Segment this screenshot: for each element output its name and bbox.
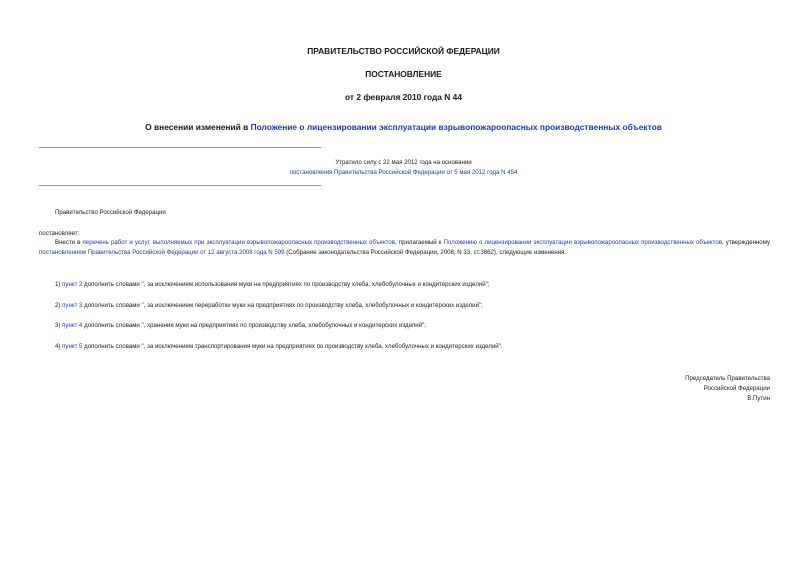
signature-position: Председатель Правительства [685, 375, 770, 382]
resolution-599-link[interactable]: постановлением Правительства Российской Федерации от 12 августа 2008 года N 599 [39, 248, 285, 256]
item-number: 2) [55, 302, 63, 309]
amendment-item [55, 321, 426, 331]
status-divider-bottom [39, 185, 321, 186]
status-divider-top [39, 147, 321, 148]
item-clause-link[interactable]: пункт 3 [62, 302, 83, 309]
repeal-resolution-link[interactable]: постановления Правительства Российской Федерации от 5 мая 2012 года N 454 [289, 168, 518, 176]
status-note-text: Утратило силу с 22 мая 2012 года на основании [335, 159, 472, 166]
title-prefix: О внесении изменений в [145, 122, 251, 132]
item-text: дополнить словами ", хранения муки на предприятиях по производству хлеба, хлебобулочных и кондитерских изделий"; [82, 322, 426, 329]
works-list-link[interactable]: перечень работ и услуг, выполняемых при эксплуатации взрывопожароопасных производственных объектов [82, 239, 395, 246]
intro-text-2: , прилагаемый к [395, 239, 444, 246]
government-heading: ПРАВИТЕЛЬСТВО РОССИЙСКОЙ ФЕДЕРАЦИИ [307, 46, 500, 56]
amendment-item [55, 280, 489, 290]
intro-paragraph [39, 238, 770, 257]
item-clause-link[interactable]: пункт 5 [62, 343, 83, 350]
signature-block [685, 374, 770, 404]
item-text: дополнить словами ", за исключением транспортирования муки на предприятиях по производству хлеба, хлебобулочных и кондитерских изделий". [82, 343, 503, 350]
item-clause-link[interactable]: пункт 4 [62, 322, 83, 329]
amendment-item [55, 342, 503, 352]
signature-name: В.Путин [747, 395, 770, 402]
item-number: 1) [55, 281, 63, 288]
item-clause-link[interactable]: пункт 2 [62, 281, 83, 288]
regulation-link[interactable]: Положению о лицензировании эксплуатации взрывопожароопасных производственных объектов [443, 239, 722, 246]
intro-text-3: , утвержденному [721, 239, 771, 246]
item-number: 4) [55, 343, 63, 350]
item-number: 3) [55, 322, 63, 329]
intro-text-1: Внести в [55, 239, 83, 246]
subject-text: Правительство Российской Федерации [55, 209, 166, 216]
document-date-number: от 2 февраля 2010 года N 44 [345, 92, 462, 102]
document-type: ПОСТАНОВЛЕНИЕ [365, 69, 442, 79]
title-regulation-link[interactable]: Положение о лицензировании эксплуатации взрывопожароопасных производственных объектов [250, 122, 662, 132]
item-text: дополнить словами ", за исключением переработки муки на предприятиях по производству хлеба, хлебобулочных и кондитерских изделий"; [82, 302, 483, 309]
intro-text-4: (Собрание законодательства Российской Федерации, 2008, N 33, ст.3862), следующие изменения: [284, 248, 567, 256]
document-title [0, 122, 807, 132]
amendment-item [55, 301, 483, 311]
resolves-text: постановляет: [39, 230, 80, 237]
signature-position-2: Российской Федерации [703, 385, 770, 392]
status-note [260, 158, 547, 177]
item-text: дополнить словами ", за исключением использования муки на предприятиях по производству хлеба, хлебобулочных и кондитерских изделий"; [82, 281, 490, 288]
